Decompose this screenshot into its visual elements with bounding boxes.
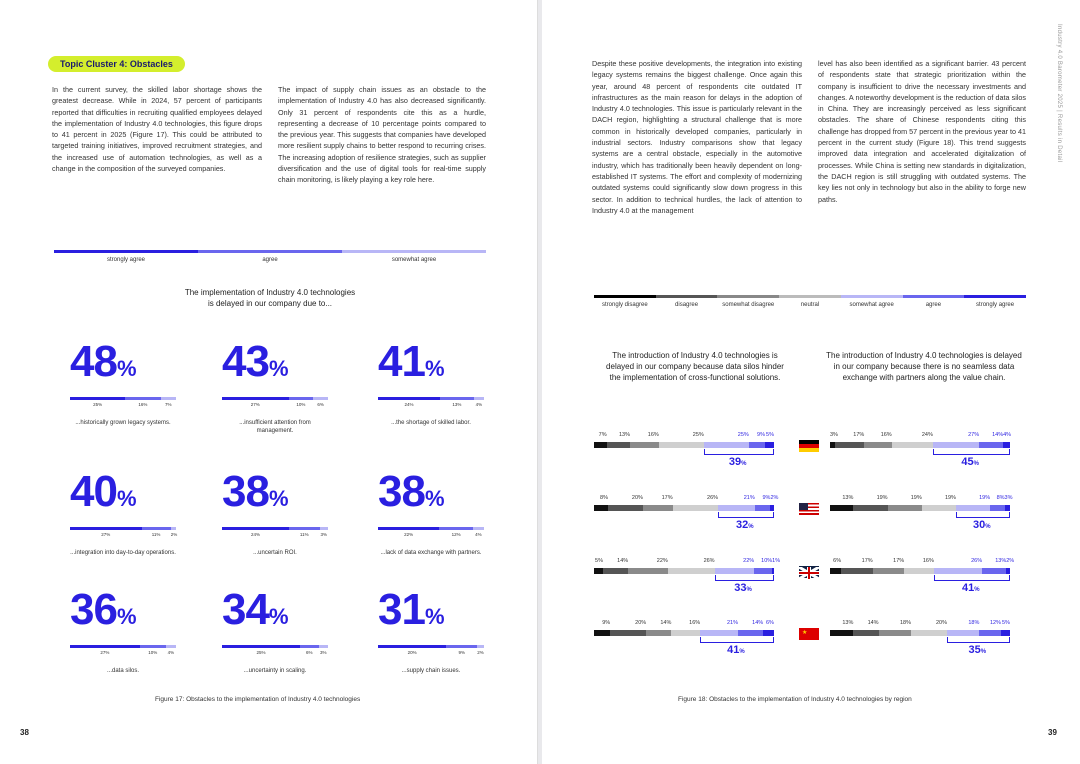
stat-breakdown-value: 3% [320, 650, 327, 655]
stat-9 [378, 585, 498, 675]
stat-breakdown-value: 2% [477, 650, 484, 655]
stat-bar-segment [474, 397, 484, 400]
region-labels [830, 495, 1013, 501]
region-bar-segment [1006, 568, 1010, 574]
region-value: 14% [660, 620, 672, 626]
stat-breakdown-value: 22% [404, 532, 414, 537]
stat-breakdown-value: 12% [451, 532, 461, 537]
stat-bar-segment [222, 527, 289, 530]
stat-value [222, 337, 342, 391]
stat-value [222, 585, 342, 639]
uk-flag-icon [799, 566, 819, 578]
stat-2 [222, 337, 342, 435]
region-total [961, 456, 979, 468]
stat-bar [378, 645, 484, 648]
legend-item: disagree [656, 295, 718, 308]
stat-caption: ...lack of data exchange with partners. [380, 550, 482, 556]
region-bar-segment [830, 630, 853, 636]
region-total-percent: % [739, 649, 745, 655]
stat-breakdown [70, 532, 176, 537]
region-bar-segment [982, 568, 1006, 574]
stat-7 [70, 585, 190, 675]
stat-bar-segment [378, 527, 439, 530]
region-bar-segment [892, 442, 933, 448]
chart-title-data-exchange: The introduction of Industry 4.0 technologies is delayed in our company because there is no seamless data exchange with partners along the value chain. [826, 351, 1022, 382]
region-value: 26% [707, 495, 719, 501]
region-value: 17% [861, 558, 873, 564]
stat-breakdown-value: 4% [475, 402, 483, 407]
stat-breakdown-value: 16% [138, 402, 148, 407]
stat-breakdown [222, 650, 328, 655]
stat-1 [70, 337, 190, 427]
stat-bar-segment [320, 527, 328, 530]
stat-breakdown-value: 10% [296, 402, 306, 407]
region-value: 19% [979, 495, 991, 501]
legend-agree [54, 250, 486, 263]
region-bar-segment [879, 630, 911, 636]
region-bar-segment [911, 630, 947, 636]
stat-bar-segment [378, 397, 440, 400]
region-value: 4% [1003, 432, 1012, 438]
region-value: 8% [600, 495, 608, 501]
stat-percent-sign: % [116, 486, 137, 511]
region-total-number: 33 [734, 582, 747, 594]
region-value: 22% [656, 558, 668, 564]
stat-bar [378, 527, 484, 530]
stat-breakdown-value: 13% [452, 402, 462, 407]
region-bar [830, 630, 1010, 636]
stat-breakdown [378, 402, 484, 407]
region-labels [830, 432, 1010, 438]
stat-caption: ...historically grown legacy systems. [75, 420, 171, 426]
agree-brace [934, 575, 1010, 581]
region-row-cn-2 [594, 620, 1034, 660]
region-value: 5% [1002, 620, 1010, 626]
stat-breakdown-value: 3% [320, 532, 328, 537]
stat-breakdown-value: 6% [317, 402, 324, 407]
region-bar-segment [1003, 442, 1010, 448]
region-value: 14% [752, 620, 764, 626]
stat-breakdown-value: 27% [101, 532, 111, 537]
stat-bar [222, 527, 328, 530]
region-value: 13% [842, 495, 854, 501]
region-value: 10% [761, 558, 773, 564]
stat-bar-segment [473, 527, 484, 530]
region-total [973, 519, 991, 531]
region-bar-segment [835, 442, 864, 448]
region-value: 5% [595, 558, 603, 564]
stat-breakdown-value: 27% [250, 402, 260, 407]
stat-breakdown-value: 7% [165, 402, 172, 407]
region-bar-segment [956, 505, 990, 511]
region-total-number: 41 [727, 644, 740, 656]
region-bar-segment [841, 568, 873, 574]
stat-breakdown-value: 9% [458, 650, 466, 655]
region-row-us-2 [594, 495, 1034, 535]
page-number-right: 39 [1048, 728, 1057, 737]
stat-value [70, 467, 190, 521]
region-value: 3% [1004, 495, 1013, 501]
legend-somewhat-agree: somewhat agree [342, 250, 486, 263]
stat-bar-segment [70, 527, 142, 530]
stat-number: 38 [378, 467, 425, 516]
region-value: 17% [661, 495, 673, 501]
region-total [969, 644, 987, 656]
region-value: 22% [743, 558, 755, 564]
region-value: 19% [876, 495, 888, 501]
stat-value [378, 467, 498, 521]
running-header: Industry 4.0 Barometer 2025 | Results in Detail [1056, 24, 1062, 163]
region-value: 9% [602, 620, 611, 626]
stat-caption: ...integration into day-to-day operations. [70, 550, 176, 556]
stat-bar [378, 397, 484, 400]
stat-caption: ...uncertainty in scaling. [243, 668, 307, 674]
stat-number: 36 [70, 585, 117, 634]
legend-scale [594, 295, 1026, 308]
region-total-percent: % [741, 461, 747, 467]
region-labels [830, 558, 1015, 564]
stat-bar-segment [440, 397, 474, 400]
region-bar-segment [888, 505, 922, 511]
region-total-percent: % [985, 524, 991, 530]
stat-4 [70, 467, 190, 557]
region-value: 18% [968, 620, 980, 626]
stat-number: 34 [222, 585, 269, 634]
region-total-percent: % [746, 587, 752, 593]
legend-item: strongly agree [964, 295, 1026, 308]
region-bar-segment [990, 505, 1004, 511]
region-total-number: 39 [728, 456, 742, 468]
topic-badge: Topic Cluster 4: Obstacles [48, 56, 185, 72]
stat-bar [222, 645, 328, 648]
stat-value [222, 467, 342, 521]
de-ch-flag-icon [799, 440, 819, 452]
chart-title [140, 287, 400, 309]
stat-value [70, 585, 190, 639]
stat-bar-segment [446, 645, 477, 648]
stat-percent-sign: % [424, 486, 445, 511]
region-bar-segment [1005, 505, 1010, 511]
region-value: 27% [968, 432, 980, 438]
region-total-percent: % [980, 649, 987, 655]
stat-bar-segment [222, 397, 289, 400]
region-value: 24% [921, 432, 933, 438]
stat-breakdown [378, 532, 484, 537]
legend-item: neutral [779, 295, 841, 308]
page-number-left: 38 [20, 728, 29, 737]
region-value: 17% [893, 558, 905, 564]
stat-breakdown-value: 10% [148, 650, 158, 655]
stat-8 [222, 585, 342, 675]
stat-caption: ...data silos. [106, 668, 139, 674]
stat-number: 38 [222, 467, 269, 516]
region-value: 21% [743, 495, 755, 501]
stat-breakdown-value: 20% [407, 650, 417, 655]
stat-percent-sign: % [424, 604, 445, 629]
region-total-percent: % [973, 461, 980, 467]
region-bar-segment [830, 505, 853, 511]
stat-percent-sign: % [116, 356, 137, 381]
stat-bar-segment [142, 527, 171, 530]
region-bar-segment [1001, 630, 1010, 636]
region-bar-segment [864, 442, 891, 448]
region-value: 19% [910, 495, 922, 501]
stat-percent-sign: % [116, 604, 137, 629]
region-value: 25% [737, 432, 749, 438]
region-value: 16% [922, 558, 934, 564]
right-text-column-2: level has also been identified as a significant barrier. 43 percent of respondents state that strategic prioritization within the company is insufficient to drive the necessary investments and changes. A noteworthy development is the reduction of data silos in China. They are increasingly perceived as less significant obstacles. The share of Chinese respondents citing this challenge has dropped from 57 percent in the previous year to 41 percent in the current study (Figure 18). This trend suggests improved data integration and accelerated digitalization of processes. While China is setting new standards in digitalization, the DACH region is still struggling with outdated systems. The key lies not only in technology but also in the ability to forge new paths. [818, 59, 1026, 204]
right-page [542, 0, 1080, 764]
stat-number: 43 [222, 337, 269, 386]
stat-value [378, 337, 498, 391]
region-total [962, 582, 980, 594]
stat-3 [378, 337, 498, 427]
right-text-column-1: Despite these positive developments, the integration into existing legacy systems remains the biggest challenge. Once again this year, around 48 percent of respondents cite outdated IT infrastructures as the main reason for delays in the adoption of Industry 4.0 technologies. This issue is particularly relevant in the DACH region, highlighting a structural challenge that is more common in historically developed companies, particularly in industrial sectors. Industry comparisons show that legacy systems are a central obstacle, especially in the automotive industry, which has traditionally been heavily dependent on long-established IT systems. The effort and complexity of modernizing outdated systems could significantly slow down progress in this sector. In addition to technical hurdles, the lack of attention to Industry 4.0 at the management [592, 59, 802, 215]
region-value: 2% [770, 495, 779, 501]
stat-bar [70, 527, 176, 530]
stat-bar-segment [140, 645, 166, 648]
region-bar-segment [979, 442, 1003, 448]
region-value: 19% [944, 495, 956, 501]
region-total-percent: % [974, 587, 980, 593]
us-flag-icon [799, 503, 819, 515]
stat-percent-sign: % [268, 486, 289, 511]
region-value: 25% [692, 432, 704, 438]
agree-brace [947, 637, 1010, 643]
legend-item: agree [903, 295, 965, 308]
region-value: 16% [880, 432, 892, 438]
stat-bar-segment [378, 645, 446, 648]
stat-bar-segment [319, 645, 328, 648]
stat-caption: ...insufficient attention from management. [239, 420, 311, 434]
region-value: 16% [647, 432, 659, 438]
region-value: 14% [617, 558, 629, 564]
region-value: 16% [689, 620, 701, 626]
region-value: 5% [766, 432, 774, 438]
region-bar-segment [922, 505, 956, 511]
agree-brace [933, 449, 1010, 455]
region-value: 6% [766, 620, 774, 626]
chart-title-line-1: The implementation of Industry 4.0 technologies [184, 288, 356, 297]
chart-title-line-2: is delayed in our company due to... [207, 299, 333, 308]
stat-bar-segment [289, 527, 320, 530]
region-bar-segment [853, 630, 878, 636]
region-value: 17% [853, 432, 865, 438]
cn-flag-icon: ★ [799, 628, 819, 640]
agree-brace [956, 512, 1010, 518]
stat-bar-segment [439, 527, 472, 530]
figure-18-caption: Figure 18: Obstacles to the implementation of Industry 4.0 technologies by region [678, 696, 912, 703]
region-value: 12% [989, 620, 1001, 626]
stat-breakdown [378, 650, 484, 655]
stat-bar-segment [166, 645, 176, 648]
region-bar-segment [853, 505, 887, 511]
stat-breakdown-value: 11% [299, 532, 309, 537]
region-bar-segment [933, 442, 979, 448]
region-bar-segment [934, 568, 982, 574]
region-value: 26% [971, 558, 983, 564]
region-value: 21% [726, 620, 738, 626]
region-value: 14% [867, 620, 879, 626]
region-value: 13% [618, 432, 630, 438]
stat-bar [222, 397, 328, 400]
region-bar [830, 442, 1010, 448]
region-bar-segment [830, 568, 841, 574]
stat-bar [70, 397, 176, 400]
stat-bar-segment [300, 645, 319, 648]
region-value: 1% [772, 558, 781, 564]
region-bar [830, 568, 1010, 574]
region-value: 9% [757, 432, 765, 438]
legend-strongly-agree: strongly agree [54, 250, 198, 263]
stat-bar-segment [313, 397, 328, 400]
stat-breakdown-value: 6% [306, 650, 313, 655]
stat-breakdown-value: 24% [250, 532, 260, 537]
region-value: 3% [830, 432, 838, 438]
stat-value [378, 585, 498, 639]
region-total-number: 41 [961, 582, 975, 594]
region-value: 14% [992, 432, 1004, 438]
region-value: 20% [631, 495, 643, 501]
stat-breakdown [222, 402, 328, 407]
stat-breakdown-value: 11% [151, 532, 161, 537]
stat-bar-segment [477, 645, 484, 648]
stat-breakdown [70, 650, 176, 655]
stat-bar-segment [161, 397, 176, 400]
region-total-percent: % [748, 524, 754, 530]
region-bar-segment [904, 568, 934, 574]
region-value: 6% [833, 558, 842, 564]
stat-value [70, 337, 190, 391]
left-page [0, 0, 538, 764]
region-value: 18% [899, 620, 911, 626]
stat-6 [378, 467, 498, 557]
stat-caption: ...supply chain issues. [401, 668, 461, 674]
left-text-column-2: The impact of supply chain issues as an obstacle to the implementation of Industry 4.0 has also decreased significantly. Only 31 percent of respondents cite this as a hurdle, representing a decrease of 10 percentage points compared to the previous year. This suggests that companies have developed more resilient supply chains to better respond to recurring crises. The increasing adoption of resilience strategies, such as supplier diversification and the use of digital tools for real-time supply chain monitoring, is likely playing a key role here. [278, 85, 486, 185]
region-value: 9% [762, 495, 771, 501]
stat-percent-sign: % [268, 604, 289, 629]
region-value: 20% [935, 620, 947, 626]
region-bar-segment [979, 630, 1001, 636]
left-text-column-1: In the current survey, the skilled labor shortage shows the greatest decrease. While in 2024, 57 percent of participants reported that difficulties in recruiting qualified employees delayed the implementation of Industry 4.0 technologies, this figure drops to 41 percent in 2025 (Figure 17). This could be attributed to targeted training initiatives, improved recruitment strategies, and the increased use of automation technologies, as well as a change in the composition of the surveyed companies. [52, 85, 262, 174]
stat-bar-segment [222, 645, 300, 648]
region-total-number: 35 [968, 644, 981, 656]
stat-caption: ...the shortage of skilled labor. [391, 420, 471, 426]
stat-bar-segment [171, 527, 176, 530]
region-total-number: 32 [736, 519, 749, 531]
stat-breakdown-value: 4% [475, 532, 482, 537]
region-row-de-ch-2 [594, 432, 1034, 472]
stat-bar-segment [289, 397, 314, 400]
region-total-number: 45 [961, 456, 974, 468]
stat-breakdown-value: 27% [100, 650, 110, 655]
stat-percent-sign: % [424, 356, 445, 381]
region-value: 7% [598, 432, 607, 438]
region-value: 26% [703, 558, 715, 564]
stat-caption: ...uncertain ROI. [253, 550, 297, 556]
stat-percent-sign: % [268, 356, 289, 381]
region-labels [830, 620, 1010, 626]
stat-bar [70, 645, 176, 648]
stat-number: 31 [378, 585, 425, 634]
stat-5 [222, 467, 342, 557]
region-bar-segment [947, 630, 979, 636]
region-total-number: 30 [973, 519, 986, 531]
chart-title-data-silos: The introduction of Industry 4.0 technologies is delayed in our company because data silos hinder the implementation of cross-functional solutions. [606, 351, 784, 382]
region-bar [830, 505, 1010, 511]
stat-breakdown-value: 2% [170, 532, 178, 537]
stat-breakdown [222, 532, 328, 537]
stat-breakdown-value: 24% [404, 402, 414, 407]
legend-item: strongly disagree [594, 295, 656, 308]
stat-number: 41 [378, 337, 425, 386]
region-value: 2% [1006, 558, 1015, 564]
region-value: 20% [635, 620, 647, 626]
stat-number: 40 [70, 467, 117, 516]
stat-number: 48 [70, 337, 117, 386]
stat-breakdown [70, 402, 176, 407]
region-value: 13% [842, 620, 854, 626]
stat-breakdown-value: 25% [256, 650, 266, 655]
stat-breakdown-value: 25% [93, 402, 103, 407]
legend-agree-label: agree [198, 250, 342, 263]
stat-bar-segment [125, 397, 160, 400]
region-value: 13% [995, 558, 1007, 564]
stat-bar-segment [70, 397, 125, 400]
legend-item: somewhat disagree [717, 295, 779, 308]
region-value: 8% [996, 495, 1005, 501]
region-bar-segment [873, 568, 905, 574]
stat-breakdown-value: 4% [167, 650, 175, 655]
stat-bar-segment [70, 645, 140, 648]
figure-17-caption: Figure 17: Obstacles to the implementation of Industry 4.0 technologies [155, 696, 361, 703]
legend-item: somewhat agree [841, 295, 903, 308]
